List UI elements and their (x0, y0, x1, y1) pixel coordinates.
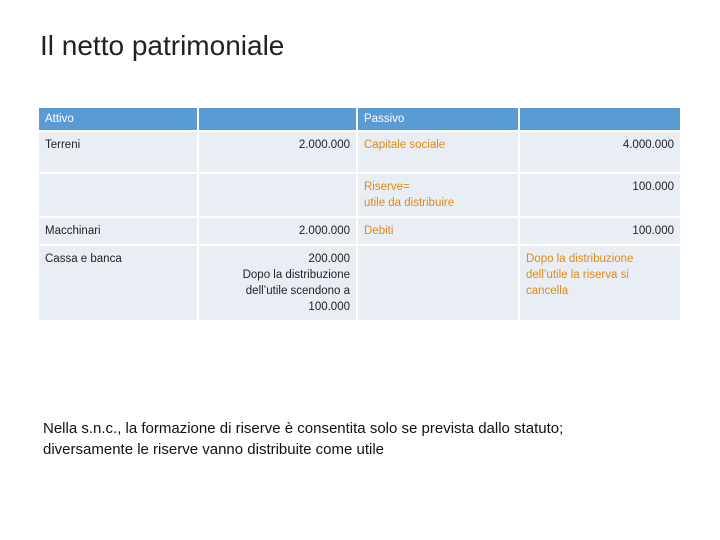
table-row (39, 174, 680, 216)
table-row (39, 218, 680, 244)
reserve-note-line1: Dopo la distribuzione (526, 253, 634, 265)
header-passivo: Passivo (358, 108, 518, 130)
header-attivo-value (199, 108, 356, 130)
cash-value-line2: Dopo la distribuzione (242, 269, 350, 281)
liability-label (358, 246, 518, 320)
table-row (39, 246, 680, 320)
liability-value: 4.000.000 (520, 132, 680, 172)
asset-value (199, 246, 356, 320)
asset-label (39, 174, 197, 216)
asset-label: Macchinari (39, 218, 197, 244)
liability-value: 100.000 (520, 218, 680, 244)
reserve-label-line1: Riserve= (364, 181, 410, 193)
asset-value (199, 174, 356, 216)
liability-label: Debiti (358, 218, 518, 244)
asset-value: 2.000.000 (199, 218, 356, 244)
asset-label: Terreni (39, 132, 197, 172)
footnote (43, 418, 683, 460)
liability-label (358, 174, 518, 216)
asset-value: 2.000.000 (199, 132, 356, 172)
table-row (39, 132, 680, 172)
liability-note (520, 246, 680, 320)
table-header-row (39, 108, 680, 130)
liability-value: 100.000 (520, 174, 680, 216)
cash-value-line1: 200.000 (308, 253, 350, 265)
balance-sheet-table (37, 106, 682, 322)
page-title: Il netto patrimoniale (40, 30, 285, 61)
footnote-line1: Nella s.n.c., la formazione di riserve è consentita solo se prevista dallo statuto; (43, 420, 564, 437)
header-passivo-value (520, 108, 680, 130)
reserve-note-line2: dell’utile la riserva si (526, 269, 629, 281)
asset-label: Cassa e banca (39, 246, 197, 320)
footnote-line2: diversamente le riserve vanno distribuite come utile (43, 441, 384, 458)
cash-value-line3: dell’utile scendono a (245, 285, 350, 297)
liability-label: Capitale sociale (358, 132, 518, 172)
reserve-note-line3: cancella (526, 285, 569, 297)
cash-value-line4: 100.000 (308, 301, 350, 313)
reserve-label-line2: utile da distribuire (364, 197, 455, 209)
header-attivo: Attivo (39, 108, 197, 130)
